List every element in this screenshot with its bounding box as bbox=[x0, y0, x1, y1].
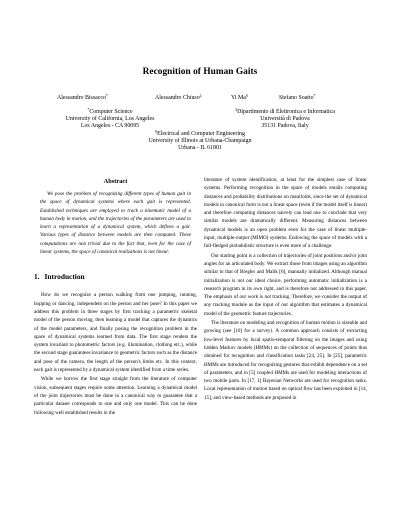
body-paragraph: literature of system identification, at least for the simplest case of linear systems. Performing recognition in the space of models entails computing distances and probability distributions on manifolds, since the set of dynamical models in canonical form is not a linear space (even if the model itself is linear) and therefore computing distances naively can lead one to conclude that very similar models are dramatically different. Measuring distances between dynamical models is an open problem even for the case of linear multiple-input, multiple-output (MIMO) systems. Endowing the space of models with a full-fledged probabilistic structure is even more of a challenge. bbox=[204, 177, 367, 250]
left-column bbox=[34, 178, 197, 418]
paper-title: Recognition of Human Gaits bbox=[142, 67, 258, 77]
author-name: Yi Ma§ bbox=[231, 92, 248, 101]
intro-paragraph: While we borrow the first stage straight from the literature of computer vision, subsequent stages require some attention. Learning a dynamical model of the joint trajectories must be done in a canonical way to guarantee that a particular dataset corresponds to one and only one model. This can be done following well established results in the bbox=[34, 376, 197, 416]
abstract-text: We pose the problem of recognizing different types of human gait in the space of dynamical systems where each gait is represented. Established techniques are employed to track a kinematic model of a human body in motion, and the trajectories of the parameters are used to learn a representation of a dynamical system, which defines a gait. Various types of distance between models are then computed. These computations are non trivial due to the fact that, even for the case of linear systems, the space of canonical realizations is not linear. bbox=[40, 191, 191, 256]
author-name: Stefano Soatto* bbox=[279, 92, 316, 101]
author-name: Alessandro Chiuso‡ bbox=[155, 92, 202, 101]
affiliation-uiuc: §Electrical and Computer Engineering University of Illinois at Urbana-Champaign Urbana - IL 61801 bbox=[148, 129, 252, 151]
affiliation-padova: ‡Dipartimento di Elettronica e Informatica Università di Padova 35131 Padova, Italy bbox=[235, 107, 335, 129]
author-name: Alessandro Bissacco* bbox=[57, 92, 108, 101]
intro-paragraph: How do we recognize a person walking from one jumping, running, hopping or dancing, independent on the person and her pose? In this paper we address this problem in three stages by first tracking a parametric skeletal model of the person moving, then learning a model that captures the dynamics of the model parameters, and finally posing the recognition problem in the space of dynamical systems learned from data. The first stage renders the system invariant to photometric factors (e.g. illumination, clothing etc.), while the second stage guarantees invariance to geometric factors such as the distance and pose of the camera, the length of the person's limbs etc. In this context, each gait is represented by a dynamical system identified from a time series. bbox=[34, 292, 197, 374]
abstract-heading: Abstract bbox=[103, 178, 128, 185]
body-paragraph: The literature on modeling and recognition of human motion is sizeable and growing (see [10] for a survey). A common approach consists of extracting low-level features by local spatio-temporal filtering on the images and using hidden Markov models (HMMs) on the collection of sequences of points thus obtained for recognition and classification tasks [24, 25]. In [25], parametric HMMs are introduced for recognizing gestures that exhibit dependence on a set of parameters, and in [5] coupled HMMs are used for modeling interactions of two mobile parts. In [17, 1] Bayesian Networks are used for recognition tasks. Local representation of motion based on optical flow has been exploited in [14, 15], and view-based methods are proposed in bbox=[204, 320, 367, 401]
affiliation-ucla: *Computer Science University of California, Los Angeles Los Angeles - CA 90095 bbox=[65, 107, 155, 129]
author-list bbox=[0, 94, 400, 104]
body-paragraph: Our starting point is a collection of trajectories of joint positions and/or joint angles for an articulated body. We extract those from images using an algorithm similar to that of Bregler and Malik [6], manually initialized. Although manual initialization is not our ideal choice, performing automatic initialization is a research program in its own right, and is therefore not addressed in this paper. The emphasis of our work is not tracking. Therefore, we consider the output of any tracking module as the input of our algorithm that estimates a dynamical model of the geometric feature trajectories. bbox=[204, 252, 367, 317]
right-column bbox=[204, 176, 367, 403]
section-heading: 1. Introduction bbox=[34, 272, 85, 282]
